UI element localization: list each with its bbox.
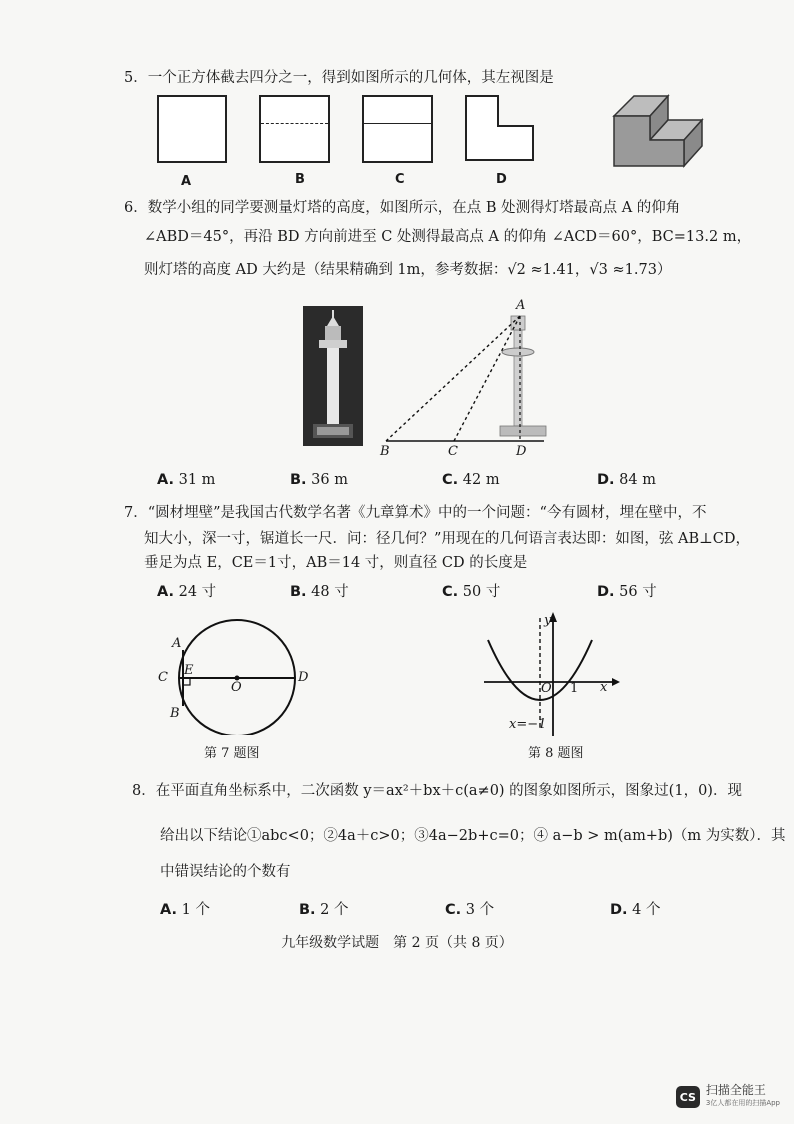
q6-point-d: D (516, 444, 527, 459)
q5-option-d-figure[interactable] (464, 94, 536, 162)
q8-option-b[interactable] (299, 898, 349, 919)
q8-stem-line2: 给出以下结论①abc<0；②4a＋c>0；③4a−2b+c=0；④ a−b > m(am+b)（m 为实数）．其 (160, 828, 786, 844)
scanner-tagline: 3亿人都在用的扫描App (705, 1099, 780, 1107)
q8-option-d-text: 4 个 (632, 902, 661, 918)
q6-point-c: C (448, 444, 458, 459)
q7-point-d: D (298, 670, 309, 685)
q7-option-a-text: 24 寸 (178, 584, 217, 600)
q6-option-d-letter: D. (597, 472, 615, 488)
q8-option-c-letter: C. (445, 902, 462, 918)
q7-option-c[interactable] (442, 580, 500, 601)
q5-option-b-figure[interactable] (259, 95, 330, 163)
q5-option-a-figure[interactable] (157, 95, 227, 163)
q7-option-c-text: 50 寸 (462, 584, 501, 600)
q8-caption: 第 8 题图 (528, 746, 584, 761)
q6-point-a: A (516, 298, 526, 313)
q6-option-c-letter: C. (442, 472, 459, 488)
line-ab (386, 316, 520, 441)
q6-point-b: B (380, 444, 390, 459)
q7-point-b: B (170, 706, 180, 721)
q8-x-label: x (600, 680, 608, 695)
q6-option-a[interactable] (157, 472, 215, 488)
q6-geometry-figure (376, 298, 556, 460)
q7-stem-line2: 知大小，深一寸，锯道长一尺．问：径几何？”用现在的几何语言表达即：如图，弦 AB⊥CD， (144, 531, 751, 547)
q5-label-b: B (295, 172, 305, 187)
q8-parabola-figure (480, 610, 620, 738)
q7-point-o: O (231, 680, 242, 695)
q6-option-a-letter: A. (157, 472, 174, 488)
q6-option-d-text: 84 m (619, 472, 656, 488)
scanner-app-name: 扫描全能王 (705, 1083, 766, 1097)
scanner-watermark (676, 1084, 780, 1110)
q7-option-d-letter: D. (597, 584, 615, 600)
q8-option-c[interactable] (445, 898, 494, 919)
q8-option-b-letter: B. (299, 902, 316, 918)
q5-solid-figure (608, 88, 708, 174)
q7-option-b-letter: B. (290, 584, 307, 600)
q8-stem-line3: 中错误结论的个数有 (160, 864, 291, 880)
q6-option-d[interactable] (597, 472, 656, 488)
q8-option-d[interactable] (610, 898, 661, 919)
q6-option-c-text: 42 m (462, 472, 500, 488)
q8-origin-label: O (541, 681, 552, 696)
line-ac (454, 316, 520, 441)
q7-stem-line1: 7．“圆材埋壁”是我国古代数学名著《九章算术》中的一个问题：“今有圆材，埋在壁中，不 (124, 505, 707, 521)
q6-option-b-letter: B. (290, 472, 307, 488)
q8-option-d-letter: D. (610, 902, 628, 918)
right-angle-mark (183, 678, 190, 685)
q8-symmetry-label: x=−1 (509, 717, 547, 732)
q6-stem-line1: 6．数学小组的同学要测量灯塔的高度，如图所示，在点 B 处测得灯塔最高点 A 的仰角 (124, 200, 681, 216)
q6-option-c[interactable] (442, 472, 500, 488)
q8-one-label: 1 (570, 681, 579, 696)
q7-option-d-text: 56 寸 (619, 584, 657, 600)
q7-option-a[interactable] (157, 580, 216, 601)
q7-option-d[interactable] (597, 580, 657, 601)
q7-stem-line3: 垂足为点 E，CE＝1寸，AB＝14 寸，则直径 CD 的长度是 (144, 555, 528, 571)
q7-caption: 第 7 题图 (204, 746, 260, 761)
q5-label-c: C (395, 172, 405, 187)
q8-option-a-text: 1 个 (181, 902, 210, 918)
q7-point-c: C (158, 670, 168, 685)
q8-stem-line1: 8．在平面直角坐标系中，二次函数 y＝ax²＋bx＋c(a≠0) 的图象如图所示，图象过(1，0)．现 (132, 783, 742, 799)
q5-label-a: A (181, 174, 192, 189)
q6-option-b-text: 36 m (311, 472, 348, 488)
q6-option-b[interactable] (290, 472, 348, 488)
q6-option-a-text: 31 m (178, 472, 216, 488)
q7-option-b[interactable] (290, 580, 349, 601)
q8-option-a-letter: A. (160, 902, 177, 918)
page-footer: 九年级数学试题 第 2 页（共 8 页） (281, 935, 513, 951)
q7-option-b-text: 48 寸 (311, 584, 349, 600)
q5-stem: 5．一个正方体截去四分之一，得到如图所示的几何体，其左视图是 (124, 70, 554, 86)
q5-option-c-figure[interactable] (362, 95, 433, 163)
lighthouse-photo (303, 306, 363, 446)
q8-option-a[interactable] (160, 898, 210, 919)
q7-option-c-letter: C. (442, 584, 459, 600)
scanner-logo-icon: CS (676, 1086, 700, 1108)
q7-option-a-letter: A. (157, 584, 174, 600)
q5-label-d: D (496, 172, 507, 187)
q7-point-a: A (172, 636, 182, 651)
q8-option-c-text: 3 个 (465, 902, 495, 918)
q6-stem-line3: 则灯塔的高度 AD 大约是（结果精确到 1m，参考数据：√2 ≈1.41，√3 ≈1.73） (144, 262, 672, 278)
q8-option-b-text: 2 个 (320, 902, 349, 918)
q6-stem-line2: ∠ABD＝45°，再沿 BD 方向前进至 C 处测得最高点 A 的仰角 ∠ACD＝60°，BC=13.2 m， (144, 229, 752, 245)
lighthouse-sketch (500, 316, 546, 436)
q7-point-e: E (184, 663, 194, 678)
q8-y-label: y (544, 613, 552, 628)
